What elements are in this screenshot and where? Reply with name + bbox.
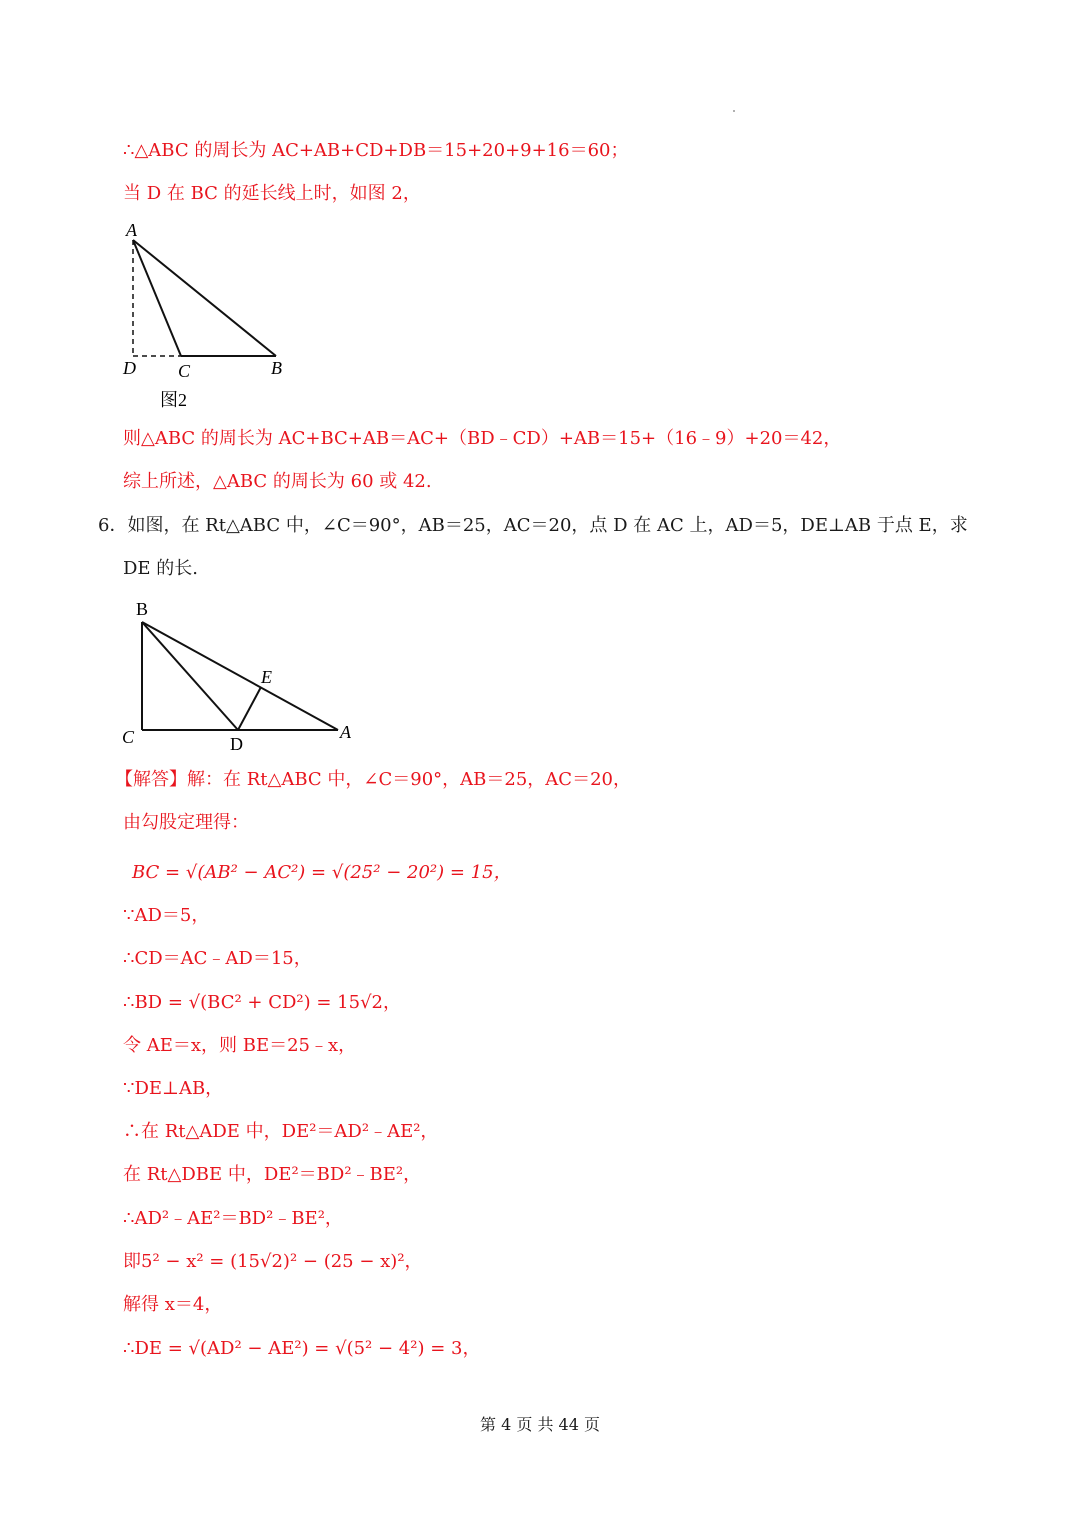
text-line-1: ∴△ABC 的周长为 AC+AB+CD+DB＝15+20+9+16＝60； <box>123 140 629 161</box>
formula-de: ∴DE = √(AD² − AE²) = √(5² − 4²) = 3， <box>123 1338 481 1359</box>
text-line-10: ∵AD＝5， <box>123 905 210 926</box>
text-line-19: 解得 x＝4， <box>123 1294 223 1315</box>
fig6-label-e: E <box>261 667 272 687</box>
fig2-caption: 图2 <box>160 390 187 410</box>
answer-heading: 【解答】解：在 Rt△ABC 中，∠C＝90°，AB＝25，AC＝20， <box>115 769 631 790</box>
fig2-label-d: D <box>123 358 136 378</box>
text-line-2: 当 D 在 BC 的延长线上时，如图 2， <box>123 183 421 204</box>
figure-2-triangle <box>118 218 298 418</box>
text-line-13: 令 AE＝x，则 BE＝25﹣x， <box>123 1035 357 1056</box>
text-line-15: ∴在 Rt△ADE 中，DE²＝AD²﹣AE²， <box>123 1121 439 1142</box>
text-line-4: 综上所述，△ABC 的周长为 60 或 42. <box>123 471 432 492</box>
text-line-11: ∴CD＝AC﹣AD＝15， <box>123 948 312 969</box>
formula-bd: ∴BD = √(BC² + CD²) = 15√2， <box>123 992 401 1013</box>
text-line-16: 在 Rt△DBE 中，DE²＝BD²﹣BE²， <box>123 1164 422 1185</box>
text-line-14: ∵DE⊥AB， <box>123 1078 224 1099</box>
formula-bc: BC = √(AB² − AC²) = √(25² − 20²) = 15， <box>132 862 512 883</box>
fig6-segment-de <box>238 687 261 730</box>
fig6-side-ba <box>142 622 338 730</box>
page-footer: 第 4 页 共 44 页 <box>480 1415 600 1434</box>
problem-6-line-2: DE 的长. <box>123 558 199 579</box>
figure-problem-6 <box>118 596 368 761</box>
fig2-label-c: C <box>178 361 191 381</box>
text-line-3: 则△ABC 的周长为 AC+BC+AB＝AC+（BD﹣CD）+AB＝15+（16﹣9）+20＝42， <box>123 428 842 449</box>
fig6-label-c: C <box>122 727 135 747</box>
fig6-label-b: B <box>136 599 149 619</box>
fig2-label-a: A <box>126 220 137 240</box>
fig2-side-ab <box>133 240 276 356</box>
fig6-label-d: D <box>230 734 243 754</box>
text-line-17: ∴AD²﹣AE²＝BD²﹣BE²， <box>123 1208 343 1229</box>
problem-6-line-1: 6．如图，在 Rt△ABC 中，∠C＝90°，AB＝25，AC＝20，点 D 在 AC 上，AD＝5，DE⊥AB 于点 E，求 <box>98 515 968 536</box>
text-line-8: 由勾股定理得： <box>123 812 249 833</box>
speck-mark <box>733 110 735 112</box>
fig2-side-ac <box>133 240 181 356</box>
fig2-label-b: B <box>271 358 282 378</box>
fig6-label-a: A <box>340 722 351 742</box>
formula-equation: 即5² − x² = (15√2)² − (25 − x)²， <box>123 1251 423 1272</box>
fig6-segment-bd <box>142 622 238 730</box>
